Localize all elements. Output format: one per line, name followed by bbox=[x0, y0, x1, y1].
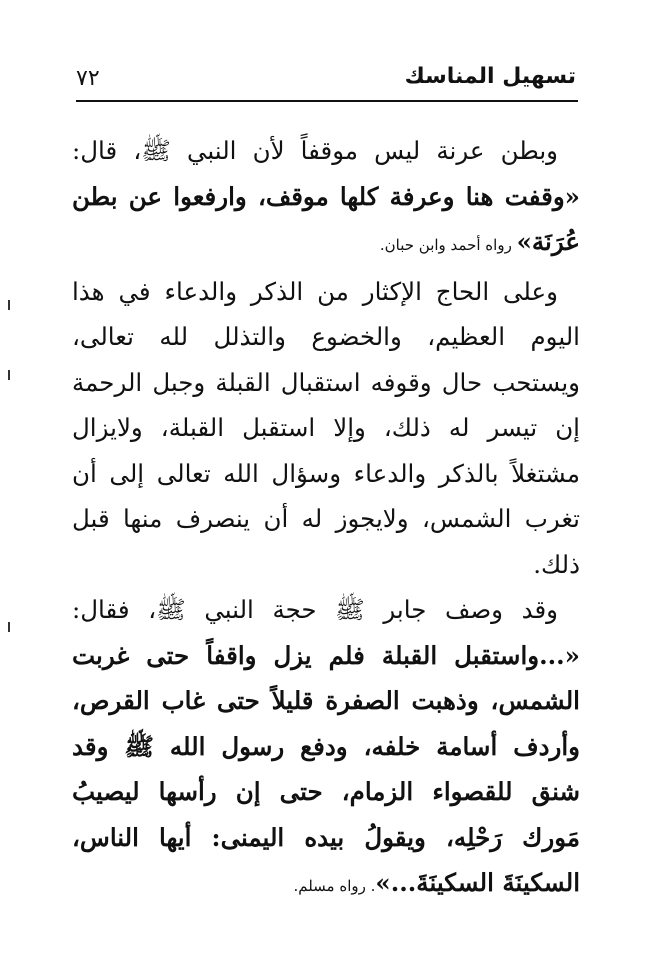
book-title: تسهيل المناسك bbox=[404, 64, 576, 89]
hadith-quote-1: «وقفت هنا وعرفة كلها موقف، وارفعوا عن بطن عُرَنَة» bbox=[72, 181, 580, 256]
paragraph-1 bbox=[72, 128, 580, 269]
hadith-source-2: . رواه مسلم. bbox=[293, 877, 376, 895]
scan-edge-mark bbox=[8, 370, 10, 380]
paragraph-2: وعلى الحاج الإكثار من الذكر والدعاء في هذا اليوم العظيم، والخضوع والتذلل لله تعالى، ويستحب حال وقوفه استقبال القبلة وجبل الرحمة إن تيسر له ذلك، وإلا استقبل القبلة، ولايزال مشتغلاً بالذكر والدعاء وسؤال الله تعالى إلى أن تغرب الشمس، ولايجوز له أن ينصرف منها قبل ذلك. bbox=[72, 276, 580, 579]
page-number: ٧٢ bbox=[76, 66, 100, 91]
hadith-quote-2: «...واستقبل القبلة فلم يزل واقفاً حتى غربت الشمس، وذهبت الصفرة قليلاً حتى غاب القرص، وأردف أسامة خلفه، ودفع رسول الله ﷺ وقد شنق للقصواء الزمام، حتى إن رأسها ليصيبُ مَورك رَحْلِه، ويقولُ بيده اليمنى: أيها الناس، السكينَةَ السكينَةَ...» bbox=[72, 640, 580, 897]
header-divider bbox=[76, 100, 578, 102]
page-header bbox=[76, 62, 576, 100]
paragraph-1-intro: وبطن عرنة ليس موقفاً لأن النبي ﷺ، قال: bbox=[72, 136, 558, 165]
paragraph-3 bbox=[72, 587, 580, 910]
paragraph-3-intro: وقد وصف جابر ﷺ حجة النبي ﷺ، فقال: bbox=[72, 595, 558, 624]
page-body bbox=[72, 128, 580, 910]
scan-edge-mark bbox=[8, 622, 10, 632]
hadith-source-1: رواه أحمد وابن حبان. bbox=[379, 236, 517, 254]
scan-edge-mark bbox=[8, 300, 10, 310]
